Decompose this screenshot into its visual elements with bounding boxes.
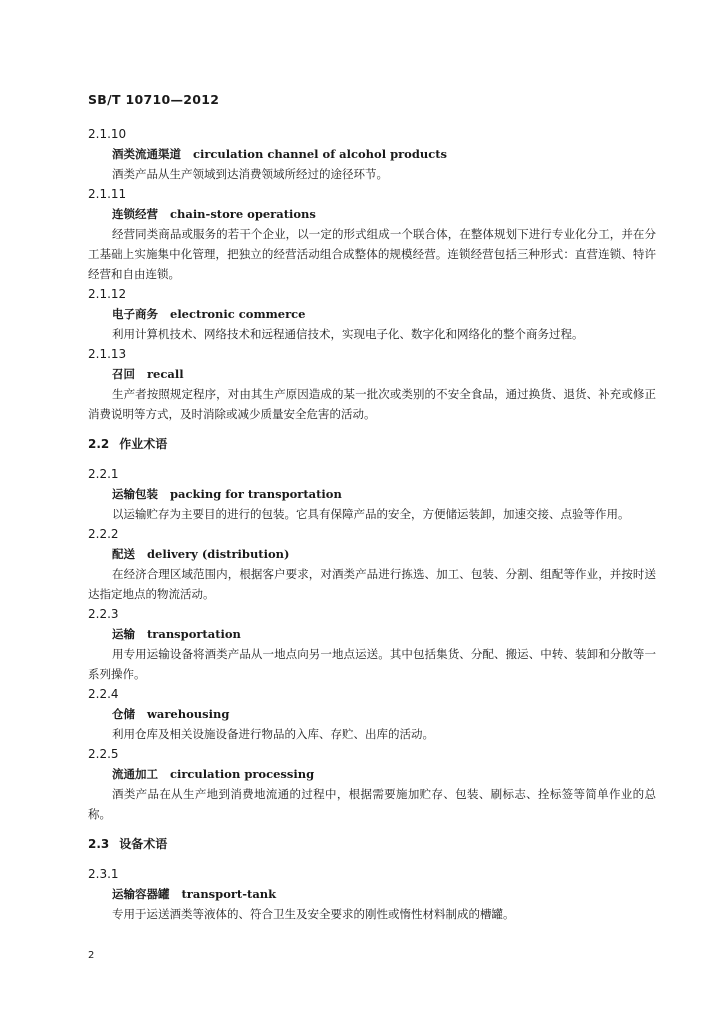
term-definition: 用专用运输设备将酒类产品从一地点向另一地点运送。其中包括集货、分配、搬运、中转、装卸和分散等一系列操作。	[88, 647, 656, 681]
standard-code-header: SB/T 10710—2012	[88, 92, 220, 107]
term-english: electronic commerce	[170, 307, 306, 321]
page-number: 2	[88, 950, 95, 961]
clause-number: 2.2.2	[88, 527, 119, 541]
term-definition: 酒类产品从生产领域到达消费领域所经过的途径环节。	[112, 167, 388, 181]
term-definition: 利用计算机技术、网络技术和远程通信技术，实现电子化、数字化和网络化的整个商务过程。	[112, 327, 584, 341]
term-chinese: 运输容器罐	[112, 887, 170, 901]
term-definition: 酒类产品在从生产地到消费地流通的过程中，根据需要施加贮存、包装、刷标志、拴标签等简单作业的总称。	[88, 787, 656, 821]
term-entry	[88, 684, 656, 744]
clause-number: 2.3.1	[88, 867, 119, 881]
clause-number: 2.2.1	[88, 467, 119, 481]
clause-number: 2.1.11	[88, 187, 127, 201]
term-line	[88, 204, 656, 224]
clause-number: 2.1.10	[88, 127, 127, 141]
term-entry	[88, 524, 656, 604]
section-number: 2.3	[88, 837, 110, 851]
term-line	[88, 544, 656, 564]
term-english: circulation processing	[170, 767, 315, 781]
term-english: warehousing	[147, 707, 230, 721]
term-english: circulation channel of alcohol products	[193, 147, 448, 161]
entries-group-2-1	[88, 124, 656, 424]
term-chinese: 召回	[112, 367, 135, 381]
section-heading-2-2	[88, 434, 656, 454]
entries-group-2-3	[88, 864, 656, 924]
clause-number: 2.2.5	[88, 747, 119, 761]
term-definition: 以运输贮存为主要目的进行的包装。它具有保障产品的安全，方便储运装卸，加速交接、点验等作用。	[112, 507, 630, 521]
clause-number: 2.2.4	[88, 687, 119, 701]
term-definition: 专用于运送酒类等液体的、符合卫生及安全要求的刚性或惰性材料制成的槽罐。	[112, 907, 515, 921]
term-line	[88, 144, 656, 164]
entries-group-2-2	[88, 464, 656, 824]
section-title: 作业术语	[119, 437, 168, 451]
term-line	[88, 624, 656, 644]
term-entry	[88, 184, 656, 284]
term-english: packing for transportation	[170, 487, 342, 501]
term-chinese: 酒类流通渠道	[112, 147, 181, 161]
term-definition: 生产者按照规定程序，对由其生产原因造成的某一批次或类别的不安全食品，通过换货、退货、补充或修正消费说明等方式，及时消除或减少质量安全危害的活动。	[88, 387, 656, 421]
term-line	[88, 304, 656, 324]
clause-number: 2.1.12	[88, 287, 127, 301]
term-chinese: 配送	[112, 547, 135, 561]
term-entry	[88, 864, 656, 924]
term-english: delivery (distribution)	[147, 547, 290, 561]
term-english: transportation	[147, 627, 241, 641]
term-line	[88, 704, 656, 724]
content-body	[88, 124, 656, 924]
term-line	[88, 884, 656, 904]
section-heading-2-3	[88, 834, 656, 854]
section-title: 设备术语	[119, 837, 168, 851]
term-chinese: 流通加工	[112, 767, 158, 781]
term-line	[88, 364, 656, 384]
term-english: recall	[147, 367, 184, 381]
clause-number: 2.2.3	[88, 607, 119, 621]
section-number: 2.2	[88, 437, 110, 451]
term-entry	[88, 344, 656, 424]
term-definition: 在经济合理区域范围内，根据客户要求，对酒类产品进行拣选、加工、包装、分割、组配等作业，并按时送达指定地点的物流活动。	[88, 567, 656, 601]
term-entry	[88, 604, 656, 684]
term-line	[88, 764, 656, 784]
term-chinese: 运输	[112, 627, 135, 641]
term-definition: 利用仓库及相关设施设备进行物品的入库、存贮、出库的活动。	[112, 727, 434, 741]
term-chinese: 电子商务	[112, 307, 158, 321]
term-entry	[88, 284, 656, 344]
term-chinese: 运输包装	[112, 487, 158, 501]
term-definition: 经营同类商品或服务的若干个企业，以一定的形式组成一个联合体，在整体规划下进行专业化分工，并在分工基础上实施集中化管理，把独立的经营活动组合成整体的规模经营。连锁经营包括三种形式：直营连锁、特许经营和自由连锁。	[88, 227, 656, 281]
term-english: transport-tank	[181, 887, 277, 901]
term-line	[88, 484, 656, 504]
clause-number: 2.1.13	[88, 347, 127, 361]
term-entry	[88, 464, 656, 524]
term-english: chain-store operations	[170, 207, 316, 221]
term-entry	[88, 124, 656, 184]
term-chinese: 仓储	[112, 707, 135, 721]
term-chinese: 连锁经营	[112, 207, 158, 221]
term-entry	[88, 744, 656, 824]
